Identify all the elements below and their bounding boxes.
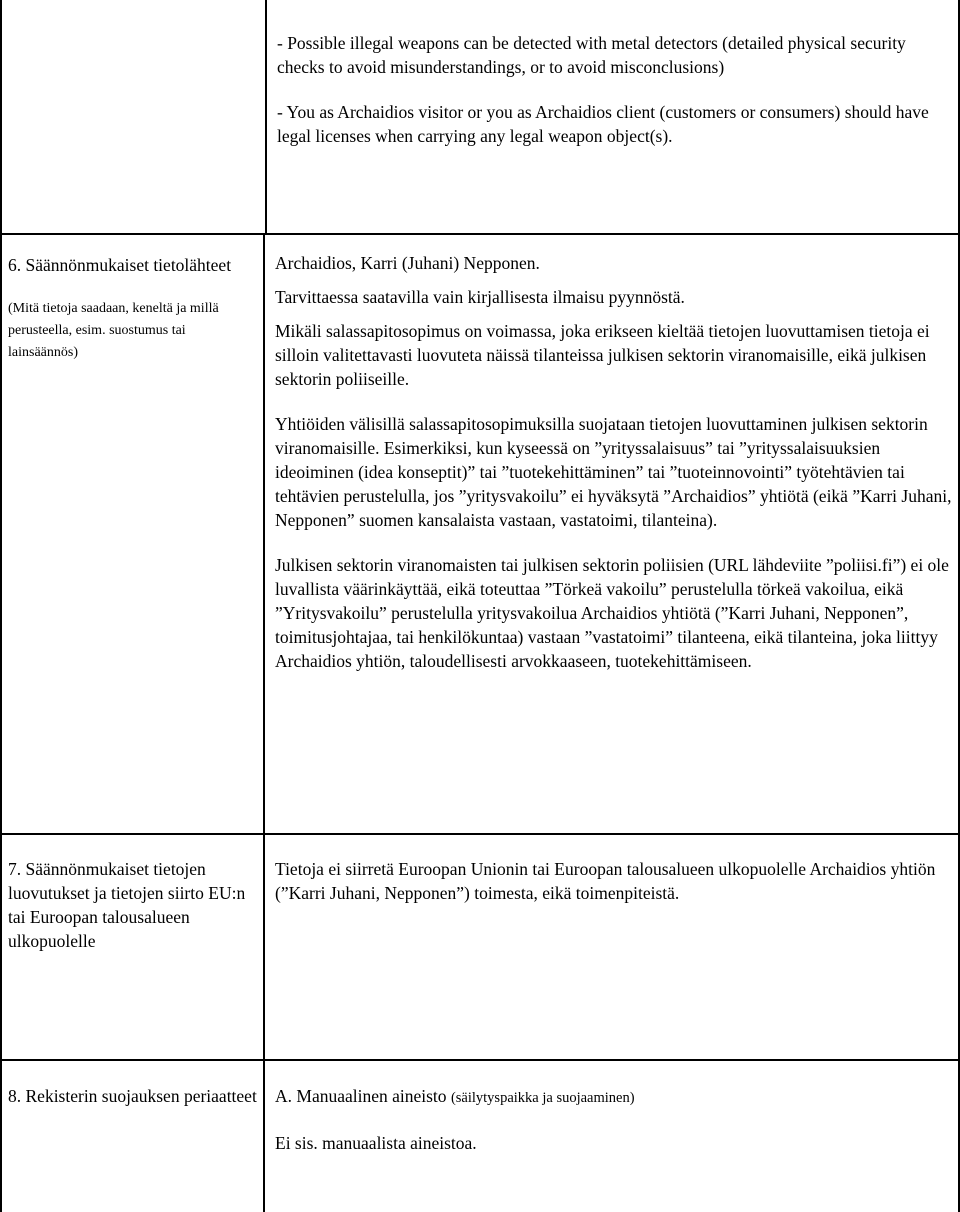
- row-divider-3: [0, 1059, 960, 1061]
- section7-content-cell: [275, 857, 953, 905]
- row-divider-1: [0, 233, 960, 235]
- column-divider-top: [265, 0, 267, 234]
- row-divider-2: [0, 833, 960, 835]
- security-note-metal-detectors: - Possible illegal weapons can be detected with metal detectors (detailed physical security checks to avoid misunderstandings, or to avoid misconclusions): [277, 33, 906, 77]
- section8-content-cell: [275, 1084, 953, 1155]
- table-left-border: [0, 0, 2, 1212]
- security-note-weapon-licenses: - You as Archaidios visitor or you as Archaidios client (customers or consumers) should have legal licenses when carrying any legal weapon object(s).: [277, 102, 929, 146]
- column-divider: [263, 234, 265, 1212]
- section6-subheading: (Mitä tietoja saadaan, keneltä ja millä perusteella, esim. suostumus tai lainsäännös): [8, 301, 219, 360]
- section6-heading: 6. Säännönmukaiset tietolähteet: [8, 255, 232, 275]
- section6-source: Archaidios, Karri (Juhani) Nepponen.: [275, 253, 540, 273]
- section7-text: Tietoja ei siirretä Euroopan Unionin tai Euroopan talousalueen ulkopuolelle Archaidios yhtiön (”Karri Juhani, Nepponen”) toimesta, eikä toimenpiteistä.: [275, 859, 936, 903]
- section8-label-cell: [8, 1084, 258, 1108]
- section6-confidentiality: Mikäli salassapitosopimus on voimassa, joka erikseen kieltää tietojen luovuttamisen tietoja ei silloin valitettavasti luovuteta näissä tilanteissa julkisen sektorin viranomaisille, eikä julkisen sektorin poliiseille.: [275, 321, 930, 389]
- section8-item-a: [275, 1084, 953, 1110]
- section8-item-a-text: Ei sis. manuaalista aineistoa.: [275, 1133, 477, 1153]
- section8-item-a-label: A. Manuaalinen aineisto: [275, 1086, 447, 1106]
- section8-heading: 8. Rekisterin suojauksen periaatteet: [8, 1086, 257, 1106]
- section6-content-cell: [275, 251, 953, 673]
- section6-authorities: Julkisen sektorin viranomaisten tai julkisen sektorin poliisien (URL lähdeviite ”poliisi.fi”) ei ole luvallista väärinkäyttää, eikä toteuttaa ”Törkeä vakoilu” perustelulla törkeä vakoilua, eikä ”Yritysvakoilu” perustelulla yritysvakoilua Archaidios yhtiötä (”Karri Juhani, Nepponen”, toimitusjohtajaa, tai henkilökuntaa) vastaan ”vastatoimi” tilanteena, eikä tilanteina, joka liittyy Archaidios yhtiön, taloudellisesti arvokkaaseen, tuotekehittämiseen.: [275, 555, 949, 671]
- security-notes-cell: [277, 31, 953, 148]
- section6-availability: Tarvittaessa saatavilla vain kirjallisesta ilmaisu pyynnöstä.: [275, 287, 685, 307]
- section6-label-cell: [8, 253, 258, 364]
- section7-heading: 7. Säännönmukaiset tietojen luovutukset ja tietojen siirto EU:n tai Euroopan talousalueen ulkopuolelle: [8, 859, 246, 951]
- section8-item-a-note: (säilytyspaikka ja suojaaminen): [450, 1090, 635, 1106]
- section7-label-cell: [8, 857, 258, 953]
- section6-company-agreements: Yhtiöiden välisillä salassapitosopimuksilla suojataan tietojen luovuttaminen julkisen sektorin viranomaisille. Esimerkiksi, kun kyseessä on ”yrityssalaisuus” tai ”yrityssalaisuuksien ideoiminen (idea konseptit)” tai ”tuotekehittäminen” tai ”tuoteinnovointi” työtehtävien tai tehtävien perustelulla, jos ”yritysvakoilu” ei hyväksytä ”Archaidios” yhtiötä (eikä ”Karri Juhani, Nepponen” suomen kansalaista vastaan, vastatoimi, tilanteina).: [275, 414, 952, 530]
